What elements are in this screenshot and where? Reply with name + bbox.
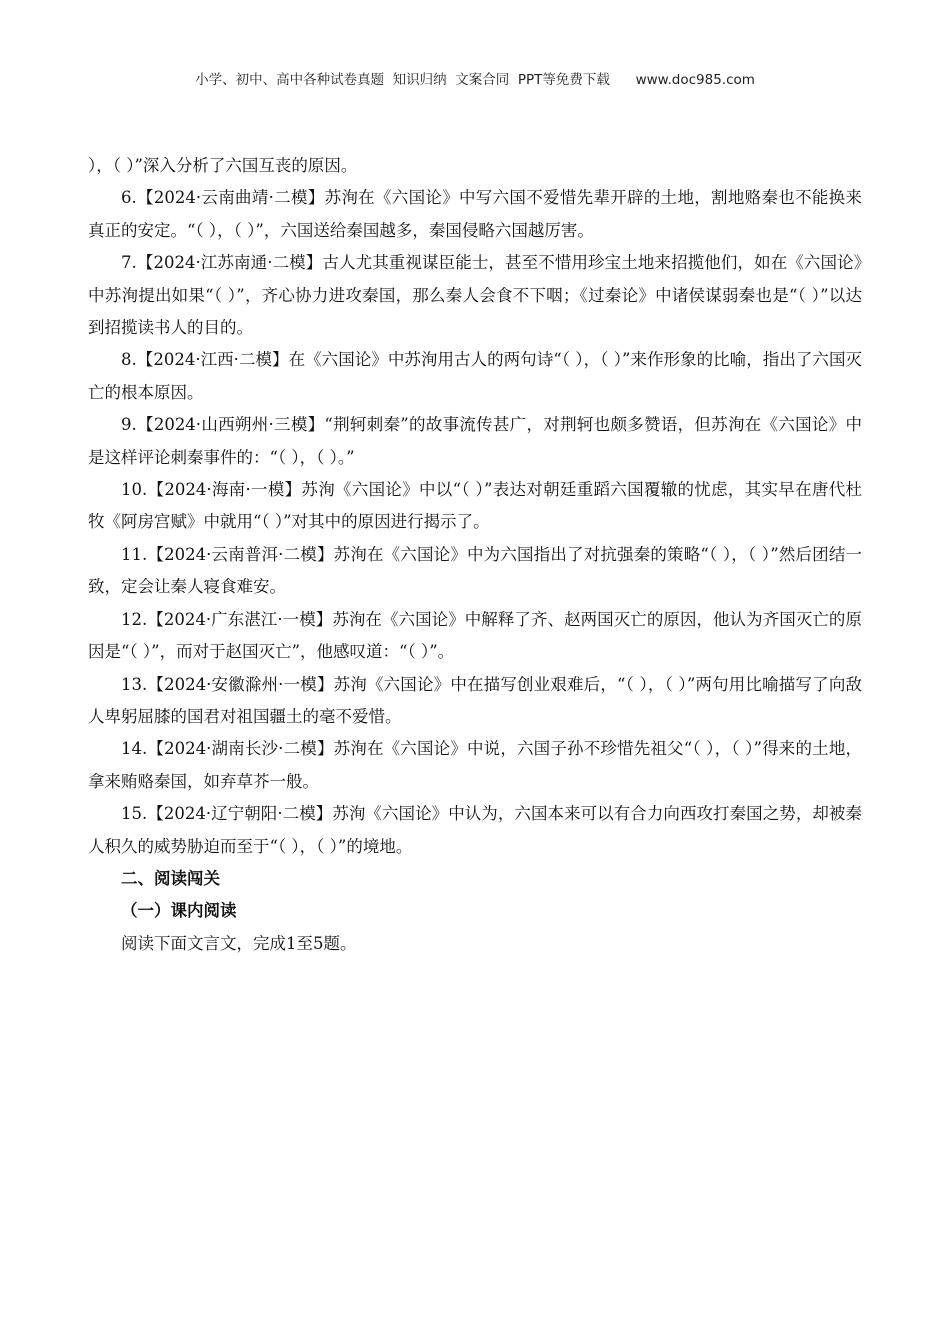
question-10: 10.【2024·海南·一模】苏洵《六国论》中以“（ ）”表达对朝廷重蹈六国覆辙的忧虑，其实早在唐代杜牧《阿房宫赋》中就用“（ ）”对其中的原因进行揭示了。: [88, 480, 862, 532]
page-header: 小学、初中、高中各种试卷真题 知识归纳 文案合同 PPT等免费下载 www.doc985.com: [195, 72, 755, 88]
section-heading: 二、阅读闯关: [121, 868, 220, 888]
question-7: 7.【2024·江苏南通·二模】古人尤其重视谋臣能士，甚至不惜用珍宝土地来招揽他们，如在《六国论》中苏洵提出如果“（ ）”，齐心协力进攻秦国，那么秦人会食不下咽；《过秦论》中诸侯谋弱秦也是“（ ）”以达到招揽读书人的目的。: [88, 253, 862, 338]
question-12: 12.【2024·广东湛江·一模】苏洵在《六国论》中解释了齐、赵两国灭亡的原因，他认为齐国灭亡的原因是“（ ）”，而对于赵国灭亡”，他感叹道：“（ ）”。: [88, 609, 862, 662]
question-11: 11.【2024·云南普洱·二模】苏洵在《六国论》中为六国指出了对抗强秦的策略“（ ），（ ）”然后团结一致，定会让秦人寝食难安。: [88, 544, 862, 597]
question-9: 9.【2024·山西朔州·三模】“荆轲刺秦”的故事流传甚广，对荆轲也颇多赞语，但苏洵在《六国论》中是这样评论刺秦事件的：“（ ），（ ）。”: [88, 415, 862, 467]
question-13: 13.【2024·安徽滁州·一模】苏洵《六国论》中在描写创业艰难后，“（ ），（ ）”两句用比喻描写了向敌人卑躬屈膝的国君对祖国疆土的毫不爱惜。: [88, 674, 862, 726]
continuation-line: ），（ ）”深入分析了六国互丧的原因。: [88, 156, 358, 175]
document-body: [88, 150, 862, 960]
question-15: 15.【2024·辽宁朝阳·二模】苏洵《六国论》中认为，六国本来可以有合力向西攻打秦国之势，却被秦人积久的威势胁迫而至于“（ ），（ ）”的境地。: [88, 804, 862, 856]
instruction-text: 阅读下面文言文，完成1至5题。: [121, 933, 357, 953]
question-14: 14.【2024·湖南长沙·二模】苏洵在《六国论》中说，六国子孙不珍惜先祖父“（ ），（ ）”得来的土地，拿来贿赂秦国，如弃草芥一般。: [88, 739, 862, 791]
question-6: 6.【2024·云南曲靖·二模】苏洵在《六国论》中写六国不爱惜先辈开辟的土地，割地赂秦也不能换来真正的安定。“（ ），（ ）”，六国送给秦国越多，秦国侵略六国越厉害。: [88, 188, 862, 240]
question-8: 8.【2024·江西·二模】在《六国论》中苏洵用古人的两句诗“（ ），（ ）”来作形象的比喻，指出了六国灭亡的根本原因。: [88, 350, 862, 402]
subsection-heading: （一）课内阅读: [121, 901, 237, 921]
